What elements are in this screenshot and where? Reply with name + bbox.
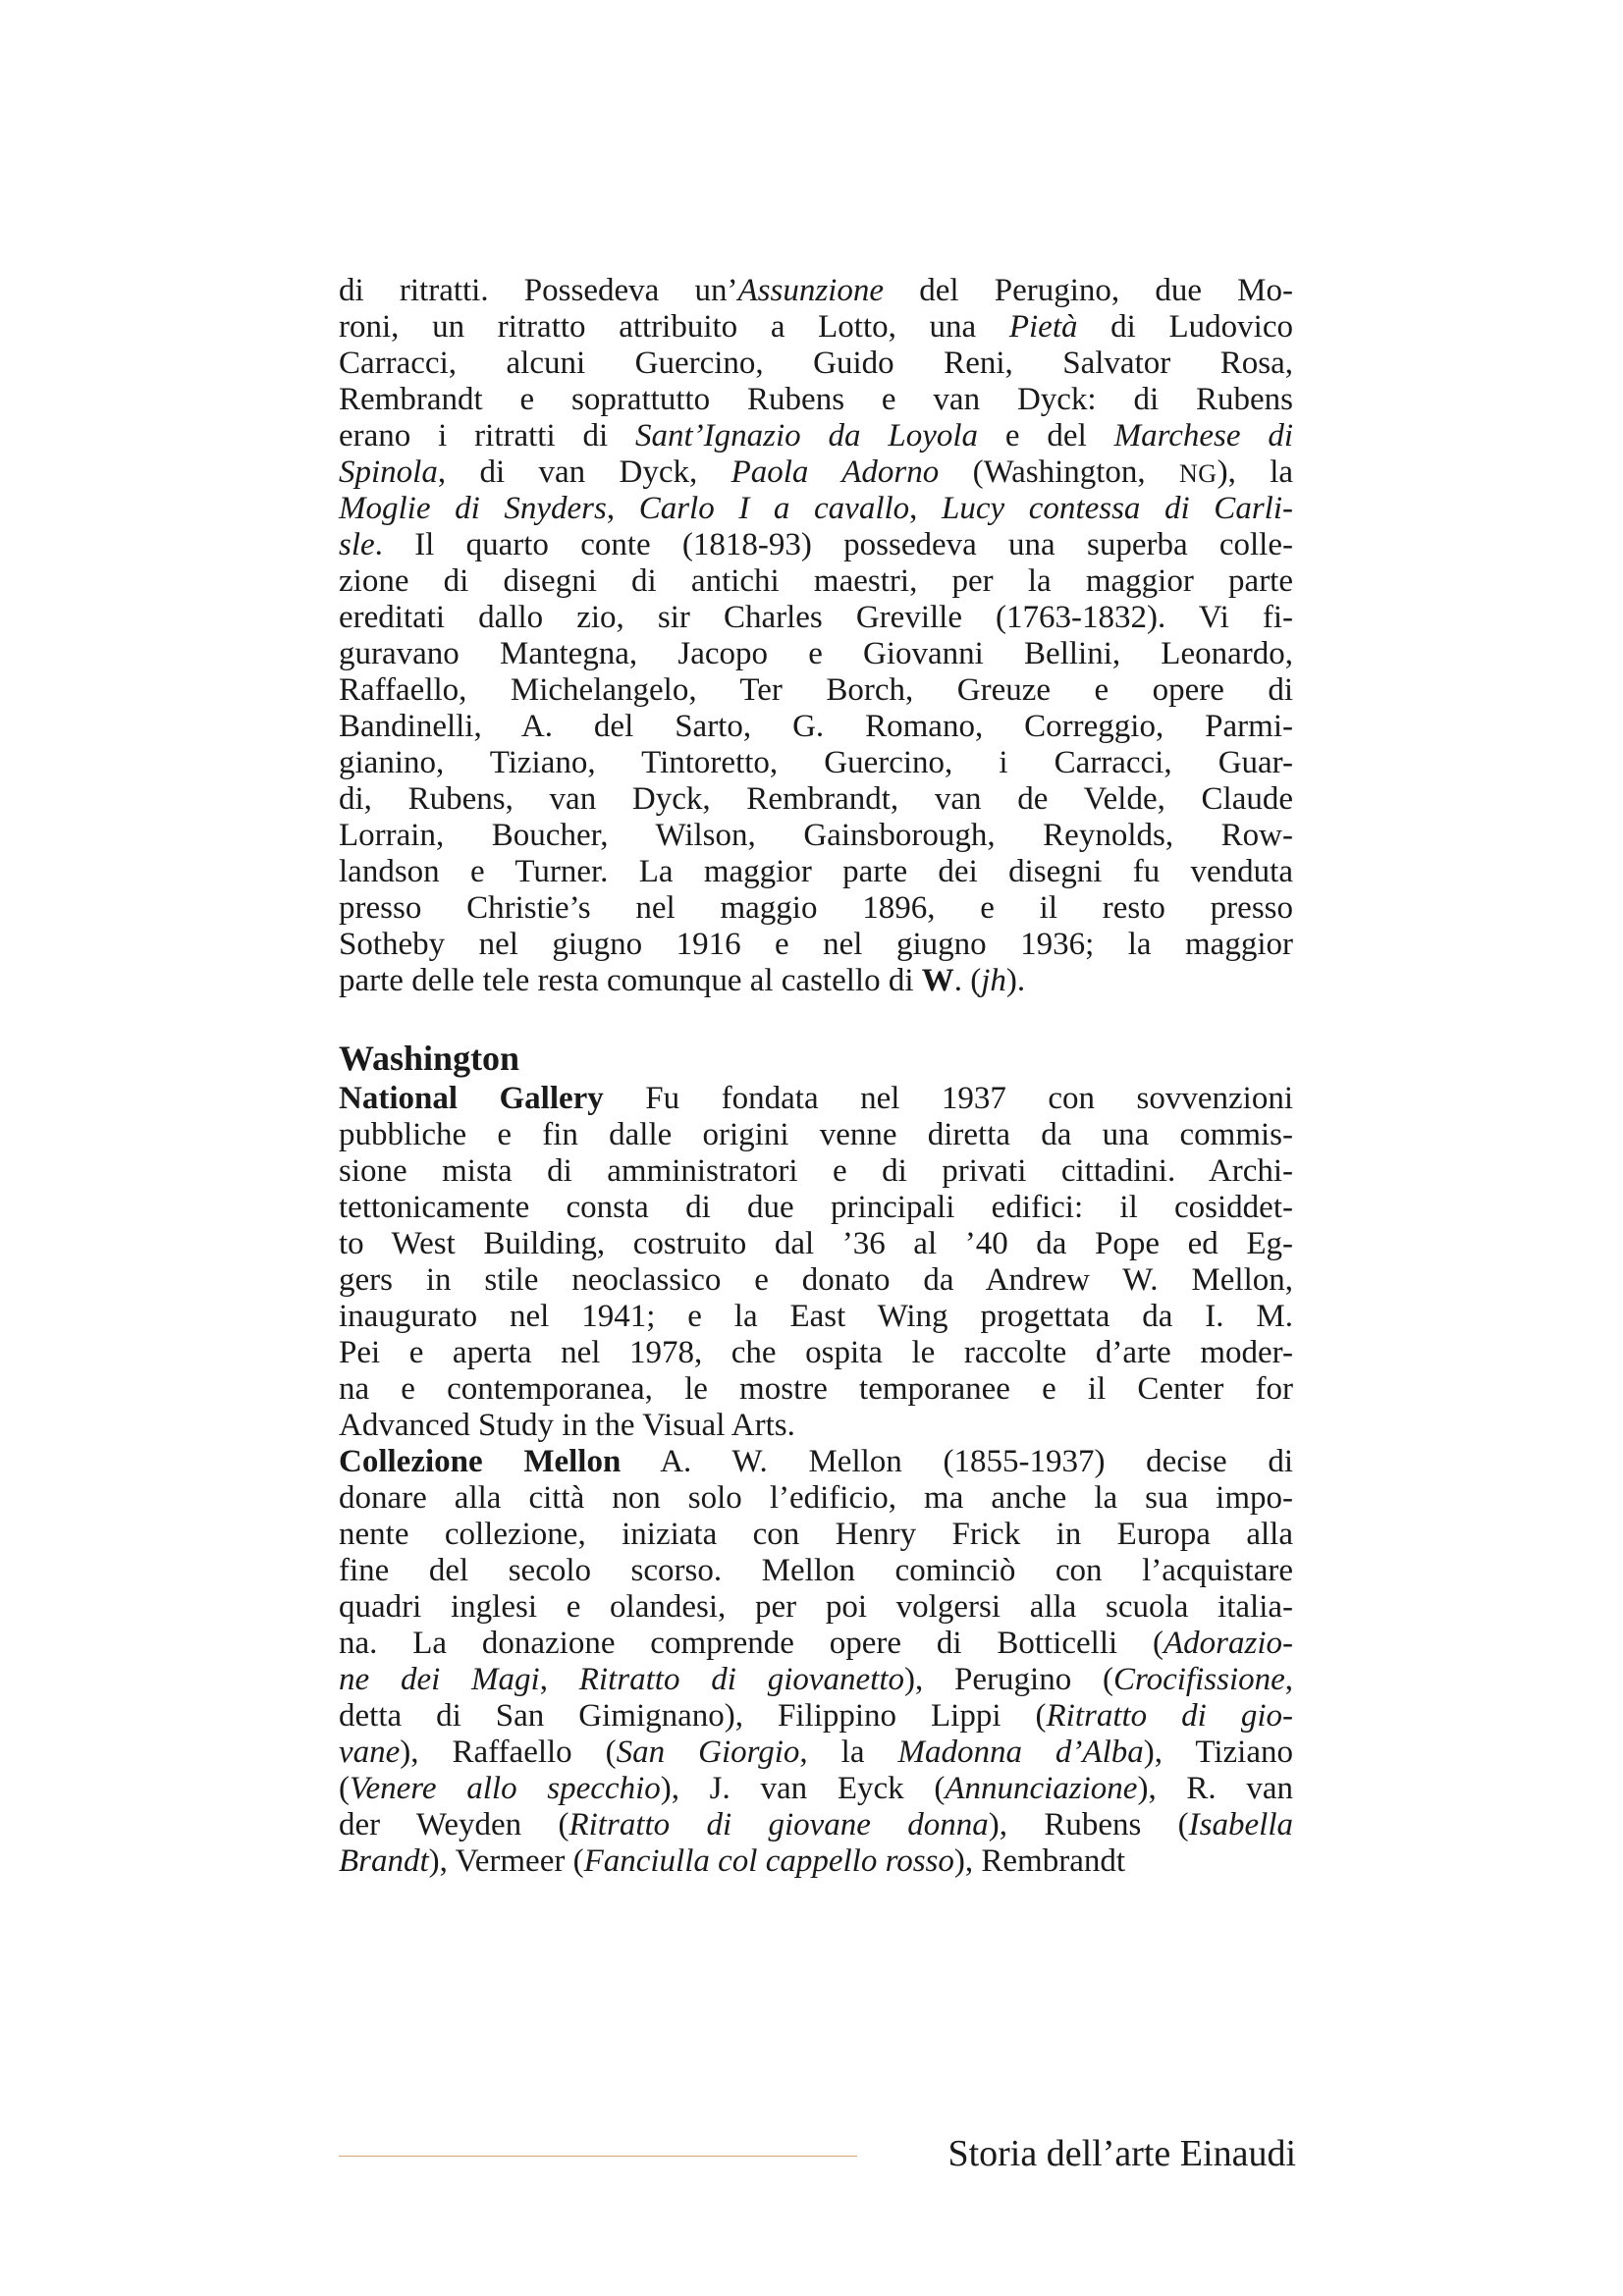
text-line: Sotheby nel giugno 1916 e nel giugno 1936; la maggior (339, 927, 1293, 962)
text-line: roni, un ritratto attribuito a Lotto, una Pietà di Ludovico (339, 309, 1293, 345)
section-heading: Washington (339, 1039, 520, 1078)
italic-title: sle (339, 527, 375, 562)
italic-title: Assunzione (737, 273, 884, 308)
small-caps-abbrev: NG (1179, 459, 1217, 488)
footer-publisher: Storia dell’arte Einaudi (947, 2133, 1296, 2174)
italic-title: Isabella (1188, 1807, 1293, 1842)
italic-title: Paola Adorno (730, 454, 940, 490)
text-line: Rembrandt e soprattutto Rubens e van Dyck: di Rubens (339, 382, 1293, 417)
italic-title: Ritratto di gio- (1046, 1698, 1293, 1734)
italic-title: Fanciulla col cappello rosso (583, 1843, 954, 1879)
text-line: Brandt), Vermeer (Fanciulla col cappello rosso), Rembrandt (339, 1843, 1126, 1879)
italic-title: Carlo I a cavallo (638, 491, 910, 526)
text-line: vane), Raffaello (San Giorgio, la Madonna d’Alba), Tiziano (339, 1735, 1293, 1770)
text-line: di ritratti. Possedeva un’Assunzione del Perugino, due Mo- (339, 273, 1294, 308)
text-line: Raffaello, Michelangelo, Ter Borch, Greuze e opere di (339, 672, 1293, 708)
paragraph-national-gallery (339, 1081, 1293, 1444)
text-line: nente collezione, iniziata con Henry Frick in Europa alla (339, 1517, 1293, 1552)
text-column (339, 273, 1293, 1880)
text-line: inaugurato nel 1941; e la East Wing progettata da I. M. (339, 1299, 1293, 1334)
text-line: der Weyden (Ritratto di giovane donna), Rubens (Isabella (339, 1807, 1293, 1842)
text-line: landson e Turner. La maggior parte dei disegni fu venduta (339, 854, 1293, 889)
text-line: parte delle tele resta comunque al castello di W. (jh). (339, 963, 1026, 998)
text-line: di, Rubens, van Dyck, Rembrandt, van de Velde, Claude (339, 781, 1293, 817)
italic-title: Madonna d’Alba (897, 1735, 1144, 1770)
text-line: fine del secolo scorso. Mellon cominciò con l’acquistare (339, 1553, 1293, 1588)
text-line: to West Building, costruito dal ’36 al ’40 da Pope ed Eg- (339, 1226, 1293, 1261)
italic-title: Sant’Ignazio da Loyola (635, 418, 979, 454)
bold-term: National Gallery (339, 1081, 604, 1116)
italic-title: Marchese di (1113, 418, 1294, 454)
italic-title: Ritratto di giovanetto (578, 1662, 904, 1697)
text-line: Collezione Mellon A. W. Mellon (1855-1937) decise di (339, 1444, 1293, 1479)
text-line: ne dei Magi, Ritratto di giovanetto), Perugino (Crocifissione, (339, 1662, 1294, 1697)
paragraph-collezione-mellon (339, 1444, 1293, 1880)
text-line: tettonicamente consta di due principali edifici: il cosiddet- (339, 1190, 1293, 1225)
italic-title: Crocifissione (1112, 1662, 1285, 1697)
text-line: Advanced Study in the Visual Arts. (339, 1408, 795, 1443)
text-line: Bandinelli, A. del Sarto, G. Romano, Correggio, Parmi- (339, 709, 1293, 744)
bold-term: Collezione Mellon (339, 1444, 622, 1479)
text-line: presso Christie’s nel maggio 1896, e il resto presso (339, 890, 1293, 926)
text-line: Carracci, alcuni Guercino, Guido Reni, Salvator Rosa, (339, 346, 1293, 381)
italic-title: jh (981, 963, 1006, 998)
text-line: gianino, Tiziano, Tintoretto, Guercino, i Carracci, Guar- (339, 745, 1293, 780)
text-line: ereditati dallo zio, sir Charles Greville (1763-1832). Vi fi- (339, 600, 1293, 635)
bold-term: W (921, 963, 954, 998)
text-line: detta di San Gimignano), Filippino Lippi (Ritratto di gio- (339, 1698, 1293, 1734)
italic-title: Spinola (339, 454, 438, 490)
italic-title: San Giorgio (616, 1735, 800, 1770)
text-line: quadri inglesi e olandesi, per poi volgersi alla scuola italia- (339, 1589, 1293, 1625)
italic-title: Lucy contessa di Carli- (942, 491, 1293, 526)
text-line: Spinola, di van Dyck, Paola Adorno (Washington, NG), la (339, 454, 1294, 490)
text-line: sle. Il quarto conte (1818-93) possedeva una superba colle- (339, 527, 1293, 562)
italic-title: Pietà (1008, 309, 1078, 345)
italic-title: Adorazio- (1163, 1626, 1293, 1661)
italic-title: Venere allo specchio (350, 1771, 661, 1806)
paragraph-greville-collection (339, 273, 1293, 999)
italic-title: Annunciazione (945, 1771, 1138, 1806)
text-line: guravano Mantegna, Jacopo e Giovanni Bellini, Leonardo, (339, 636, 1293, 671)
text-line: donare alla città non solo l’edificio, ma anche la sua impo- (339, 1480, 1293, 1516)
text-line: na e contemporanea, le mostre temporanee e il Center for (339, 1371, 1293, 1407)
text-line: erano i ritratti di Sant’Ignazio da Loyola e del Marchese di (339, 418, 1294, 454)
text-line: National Gallery Fu fondata nel 1937 con sovvenzioni (339, 1081, 1293, 1116)
text-line: Lorrain, Boucher, Wilson, Gainsborough, Reynolds, Row- (339, 818, 1293, 853)
text-line: Pei e aperta nel 1978, che ospita le raccolte d’arte moder- (339, 1335, 1293, 1370)
text-line: gers in stile neoclassico e donato da Andrew W. Mellon, (339, 1262, 1293, 1298)
italic-title: Moglie di Snyders (339, 491, 607, 526)
text-line: (Venere allo specchio), J. van Eyck (Annunciazione), R. van (339, 1771, 1293, 1806)
text-line: zione di disegni di antichi maestri, per la maggior parte (339, 563, 1293, 599)
footer-rule (339, 2156, 857, 2157)
italic-title: vane (339, 1735, 401, 1770)
italic-title: Ritratto di giovane donna (568, 1807, 989, 1842)
italic-title: ne dei Magi (339, 1662, 540, 1697)
text-line: sione mista di amministratori e di privati cittadini. Archi- (339, 1153, 1293, 1189)
text-line: pubbliche e fin dalle origini venne diretta da una commis- (339, 1117, 1293, 1152)
italic-title: Brandt (339, 1843, 429, 1879)
text-line: na. La donazione comprende opere di Botticelli (Adorazio- (339, 1626, 1293, 1661)
text-line: Moglie di Snyders, Carlo I a cavallo, Lucy contessa di Carli- (339, 491, 1293, 526)
